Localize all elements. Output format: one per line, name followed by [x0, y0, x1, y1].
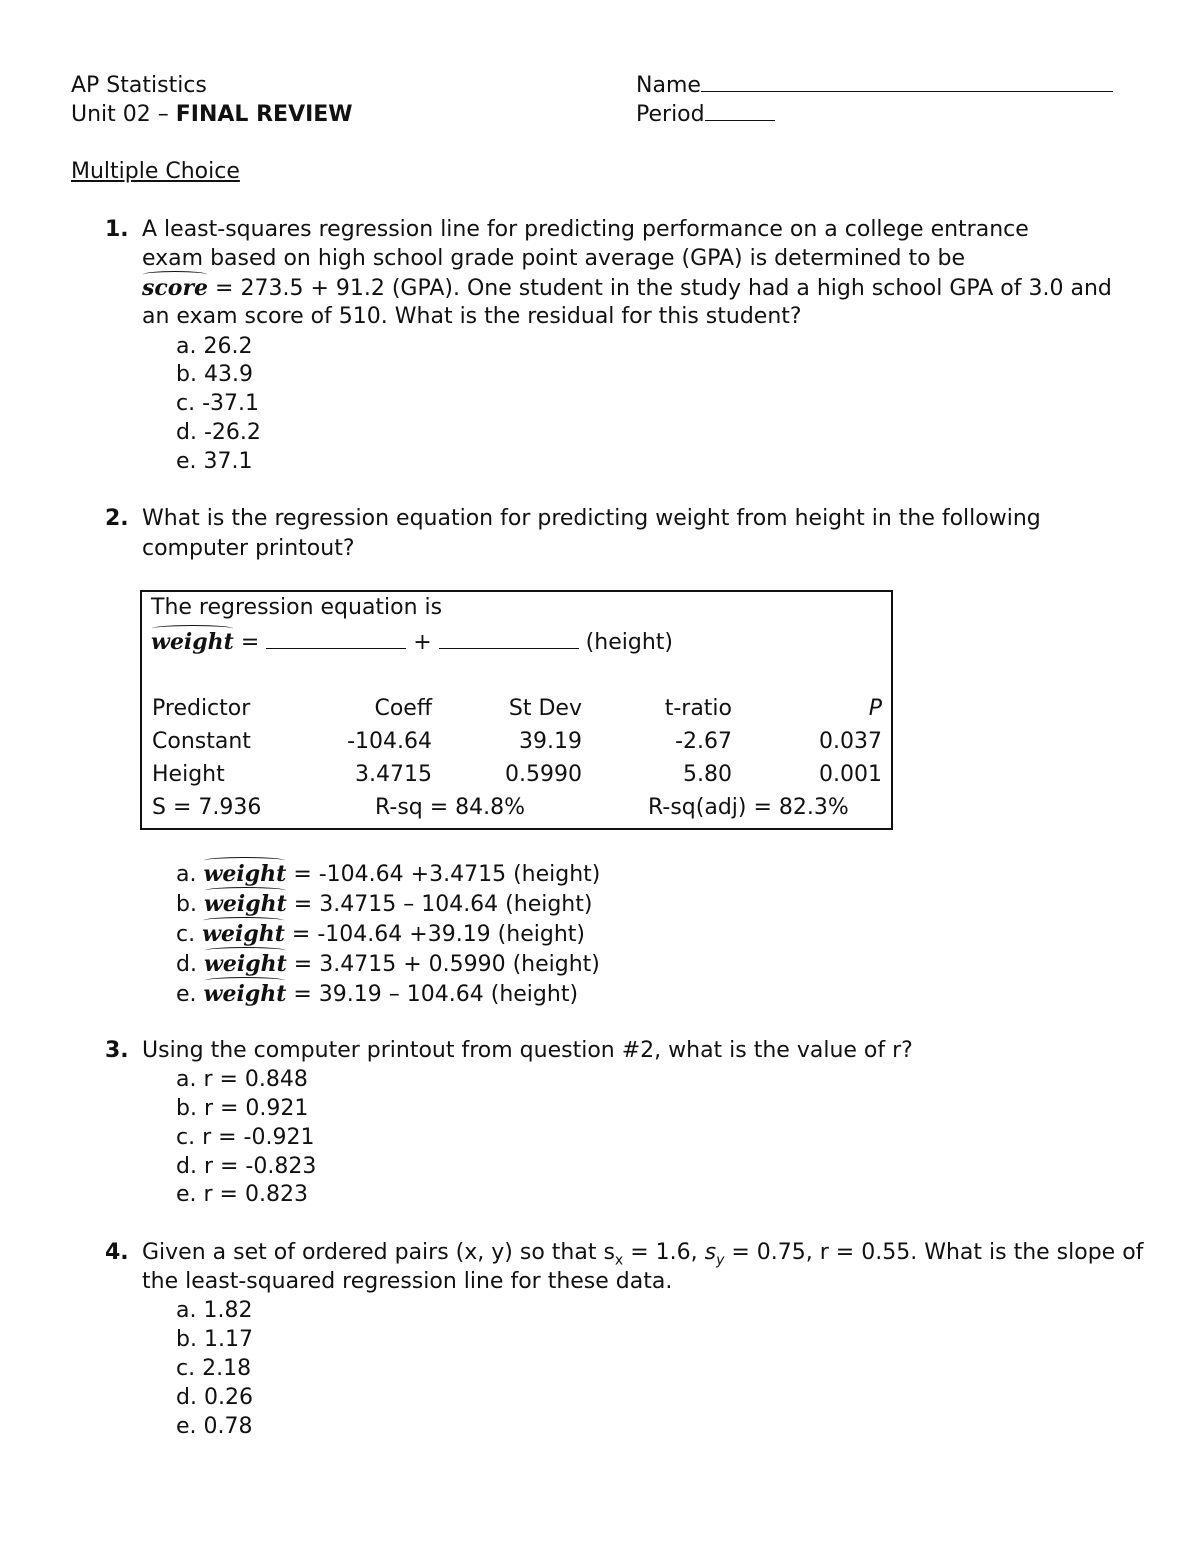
- option-letter: c.: [176, 922, 196, 947]
- row-constant-coeff: -104.64: [347, 729, 432, 754]
- question-text-part: = 1.6,: [623, 1240, 705, 1265]
- option-a[interactable]: a. 1.82: [176, 1298, 253, 1323]
- equation-text: = 273.5 + 91.2 (GPA). One student in the study had a high school GPA of 3.0 and: [208, 276, 1112, 301]
- row-height-t: 5.80: [683, 762, 732, 787]
- option-d[interactable]: [176, 950, 600, 979]
- name-field[interactable]: [636, 72, 1113, 100]
- option-e[interactable]: e. 37.1: [176, 449, 253, 474]
- question-text: What is the regression equation for predicting weight from height in the following: [142, 506, 1041, 531]
- name-blank[interactable]: [701, 91, 1113, 92]
- option-c[interactable]: c. r = -0.921: [176, 1125, 315, 1150]
- printout-title: The regression equation is: [151, 595, 443, 620]
- printout-equation: [151, 628, 673, 657]
- option-c[interactable]: [176, 920, 585, 949]
- option-text: = 39.19 – 104.64 (height): [286, 982, 579, 1007]
- option-b[interactable]: b. 43.9: [176, 362, 253, 387]
- equals-sign: =: [233, 630, 267, 655]
- weight-hat-symbol: weight: [151, 629, 234, 655]
- option-text: = -104.64 +39.19 (height): [284, 922, 585, 947]
- subscript-y: y: [716, 1252, 725, 1269]
- option-text: = 3.4715 – 104.64 (height): [286, 892, 593, 917]
- period-label: Period: [636, 102, 705, 127]
- row-constant-label: Constant: [152, 729, 251, 754]
- header-predictor: Predictor: [152, 696, 251, 721]
- question-text: computer printout?: [142, 536, 355, 561]
- s-y-symbol: s: [704, 1240, 717, 1265]
- question-text-part: Given a set of ordered pairs (x, y) so that s: [142, 1240, 615, 1265]
- unit-bold-label: FINAL REVIEW: [175, 102, 353, 127]
- header-p: P: [868, 696, 882, 721]
- option-d[interactable]: d. -26.2: [176, 420, 261, 445]
- row-height-stdev: 0.5990: [505, 762, 582, 787]
- option-a[interactable]: a. r = 0.848: [176, 1067, 308, 1092]
- row-height-coeff: 3.4715: [355, 762, 432, 787]
- weight-hat-symbol: weight: [203, 861, 287, 887]
- option-b[interactable]: [176, 890, 592, 919]
- question-text: an exam score of 510. What is the residual for this student?: [142, 304, 802, 329]
- option-letter: b.: [176, 892, 197, 917]
- score-hat-symbol: score: [142, 275, 209, 301]
- printout-rsq: R-sq = 84.8%: [375, 795, 526, 820]
- option-d[interactable]: d. 0.26: [176, 1385, 253, 1410]
- question-text: the least-squared regression line for these data.: [142, 1269, 673, 1294]
- unit-label: Unit 02 –: [71, 102, 176, 127]
- option-text: = 3.4715 + 0.5990 (height): [286, 952, 600, 977]
- option-letter: d.: [176, 952, 197, 977]
- subscript-x: x: [614, 1252, 624, 1269]
- question-number: 1.: [105, 217, 129, 242]
- question-text: exam based on high school grade point average (GPA) is determined to be: [142, 246, 966, 271]
- option-b[interactable]: b. r = 0.921: [176, 1096, 309, 1121]
- option-b[interactable]: b. 1.17: [176, 1327, 253, 1352]
- option-a[interactable]: [176, 860, 600, 889]
- option-c[interactable]: c. -37.1: [176, 391, 260, 416]
- row-height-p: 0.001: [819, 762, 882, 787]
- course-title: AP Statistics: [71, 73, 207, 98]
- height-term: (height): [578, 630, 673, 655]
- weight-hat-symbol: weight: [203, 981, 287, 1007]
- name-label: Name: [636, 73, 701, 98]
- option-d[interactable]: d. r = -0.823: [176, 1154, 317, 1179]
- question-number: 4.: [105, 1240, 129, 1265]
- unit-title: [71, 101, 353, 129]
- weight-hat-symbol: weight: [203, 891, 287, 917]
- option-a[interactable]: a. 26.2: [176, 334, 253, 359]
- option-letter: a.: [176, 862, 197, 887]
- printout-rsq-adj: R-sq(adj) = 82.3%: [648, 795, 849, 820]
- question-number: 2.: [105, 506, 129, 531]
- row-height-label: Height: [152, 762, 225, 787]
- weight-hat-symbol: weight: [203, 951, 287, 977]
- row-constant-stdev: 39.19: [519, 729, 582, 754]
- header-coeff: Coeff: [374, 696, 432, 721]
- question-number: 3.: [105, 1038, 129, 1063]
- option-e[interactable]: e. 0.78: [176, 1414, 253, 1439]
- section-title: Multiple Choice: [71, 159, 240, 184]
- row-constant-p: 0.037: [819, 729, 882, 754]
- slope-blank[interactable]: [439, 648, 579, 649]
- period-field[interactable]: [636, 101, 775, 129]
- plus-sign: +: [406, 630, 439, 655]
- question-text: [142, 274, 1112, 303]
- intercept-blank[interactable]: [266, 648, 406, 649]
- row-constant-t: -2.67: [675, 729, 732, 754]
- header-t-ratio: t-ratio: [664, 696, 732, 721]
- option-text: = -104.64 +3.4715 (height): [286, 862, 601, 887]
- printout-s: S = 7.936: [152, 795, 262, 820]
- option-c[interactable]: c. 2.18: [176, 1356, 252, 1381]
- period-blank[interactable]: [705, 120, 775, 121]
- computer-printout: [140, 590, 893, 830]
- question-text: Using the computer printout from question #2, what is the value of r?: [142, 1038, 913, 1063]
- option-letter: e.: [176, 982, 197, 1007]
- option-e[interactable]: e. r = 0.823: [176, 1182, 308, 1207]
- weight-hat-symbol: weight: [202, 921, 285, 947]
- question-text: A least-squares regression line for predicting performance on a college entrance: [142, 217, 1029, 242]
- option-e[interactable]: [176, 980, 578, 1009]
- question-text-part: = 0.75, r = 0.55. What is the slope of: [724, 1240, 1144, 1265]
- header-stdev: St Dev: [508, 696, 582, 721]
